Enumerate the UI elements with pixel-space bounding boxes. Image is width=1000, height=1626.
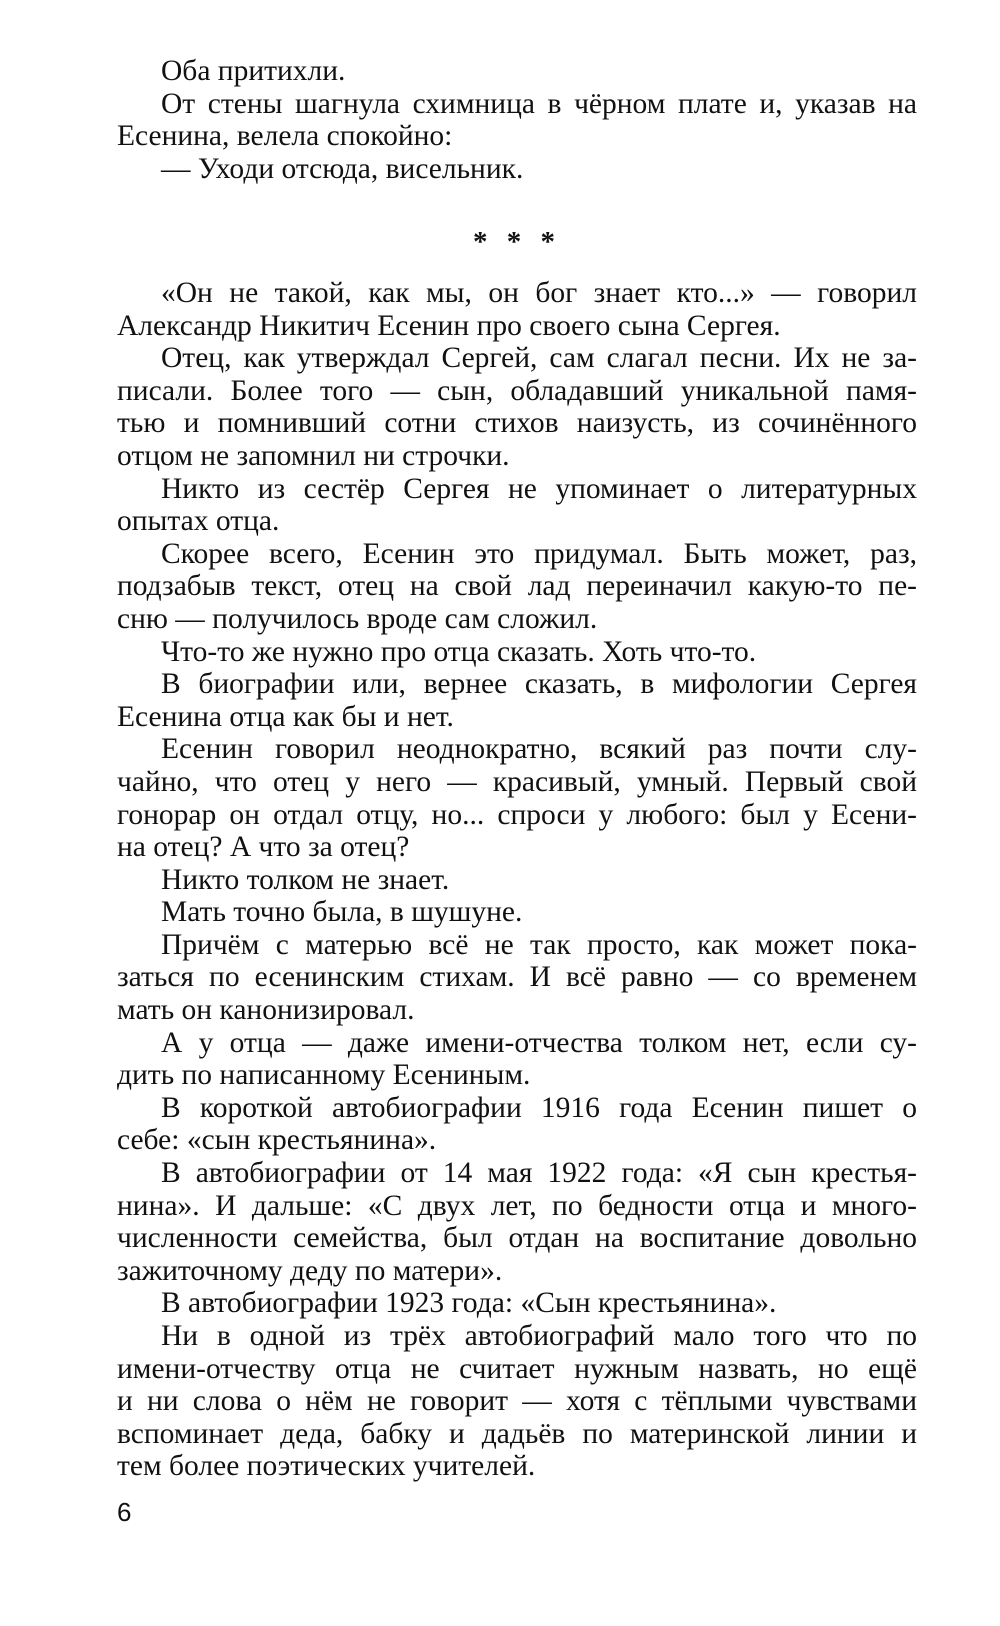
text-line: «Он не такой, как мы, он бог знает кто...» — говорил: [161, 277, 917, 309]
paragraph: [117, 538, 917, 636]
paragraph: [117, 277, 917, 342]
text-line: имени-отчеству отца не считает нужным назвать, но ещё: [117, 1352, 917, 1385]
paragraph: [117, 1157, 917, 1287]
paragraph: [117, 1320, 917, 1483]
paragraph: [117, 1092, 917, 1157]
text-line: От стены шагнула схимница в чёрном плате и, указав на: [161, 87, 917, 120]
paragraph: [117, 473, 917, 538]
page-number: 6: [117, 1497, 132, 1527]
paragraph: [117, 636, 917, 669]
text-line: гонорар он отдал отцу, но... спроси у любого: был у Есени-: [117, 798, 917, 831]
paragraph: [117, 864, 917, 897]
main-text-block: [117, 277, 917, 1483]
text-line: нина». И дальше: «С двух лет, по бедности отца и много-: [117, 1189, 917, 1222]
text-line: Отец, как утверждал Сергей, сам слагал песни. Их не за-: [161, 342, 917, 375]
paragraph: [117, 896, 917, 929]
text-line: на отец? А что за отец?: [117, 831, 410, 864]
text-line: тем более поэтических учителей.: [117, 1450, 536, 1483]
text-line: Мать точно была, в шушуне.: [161, 896, 523, 929]
text-line: тью и помнивший сотни стихов наизусть, из сочинённого: [117, 407, 917, 440]
text-line: Никто из сестёр Сергея не упоминает о литературных: [161, 472, 917, 505]
text-line: опытах отца.: [117, 505, 280, 538]
text-line: чайно, что отец у него — красивый, умный. Первый свой: [117, 765, 917, 798]
text-line: В автобиографии 1923 года: «Сын крестьянина».: [161, 1287, 777, 1320]
paragraph: [117, 929, 917, 1027]
text-line: отцом не запомнил ни строчки.: [117, 439, 510, 472]
text-line: Скорее всего, Есенин это придумал. Быть может, раз,: [161, 537, 917, 570]
paragraph: [117, 668, 917, 733]
text-line: мать он канонизировал.: [117, 994, 415, 1027]
text-line: В автобиографии от 14 мая 1922 года: «Я сын крестья-: [161, 1157, 917, 1190]
text-line: А у отца — даже имени-отчества толком нет, если су-: [161, 1026, 917, 1059]
paragraph: [117, 342, 917, 472]
text-line: вспоминает деда, бабку и дадьёв по материнской линии и: [117, 1417, 917, 1450]
text-line: сню — получилось вроде сам сложил.: [117, 602, 598, 635]
text-line: Ни в одной из трёх автобиографий мало того что по: [161, 1320, 917, 1352]
text-line: Александр Никитич Есенин про своего сына Сергея.: [117, 309, 781, 342]
paragraph: [117, 733, 917, 863]
text-line: зажиточному деду по матери».: [117, 1254, 503, 1287]
text-line: себе: «сын крестьянина».: [117, 1124, 437, 1157]
text-line: Причём с матерью всё не так просто, как может пока-: [161, 928, 917, 961]
section-separator: * * *: [473, 226, 561, 258]
text-line: Есенина отца как бы и нет.: [117, 700, 454, 733]
text-line: В короткой автобиографии 1916 года Есенин пишет о: [161, 1091, 917, 1124]
text-line: писали. Более того — сын, обладавший уникальной памя-: [117, 374, 917, 407]
top-text-block: [117, 55, 917, 185]
paragraph: [117, 1027, 917, 1092]
paragraph: [117, 1287, 917, 1320]
text-line: Есенина, велела спокойно:: [117, 120, 453, 153]
text-line: и ни слова о нём не говорит — хотя с тёплыми чувствами: [117, 1385, 917, 1418]
paragraph: [117, 153, 917, 186]
text-line: численности семейства, был отдан на воспитание довольно: [117, 1222, 917, 1255]
paragraph: [117, 88, 917, 153]
text-line: В биографии или, вернее сказать, в мифологии Сергея: [161, 668, 917, 701]
text-line: Что-то же нужно про отца сказать. Хоть что-то.: [161, 635, 757, 668]
text-line: Никто толком не знает.: [161, 863, 450, 896]
paragraph: [117, 55, 917, 88]
text-line: дить по написанному Есениным.: [117, 1059, 531, 1092]
text-line: Есенин говорил неоднократно, всякий раз почти слу-: [161, 733, 917, 766]
text-line: Оба притихли.: [161, 55, 346, 87]
text-line: — Уходи отсюда, висельник.: [161, 152, 524, 185]
text-line: подзабыв текст, отец на свой лад переиначил какую-то пе-: [117, 570, 917, 603]
text-line: заться по есенинским стихам. И всё равно — со временем: [117, 961, 917, 994]
